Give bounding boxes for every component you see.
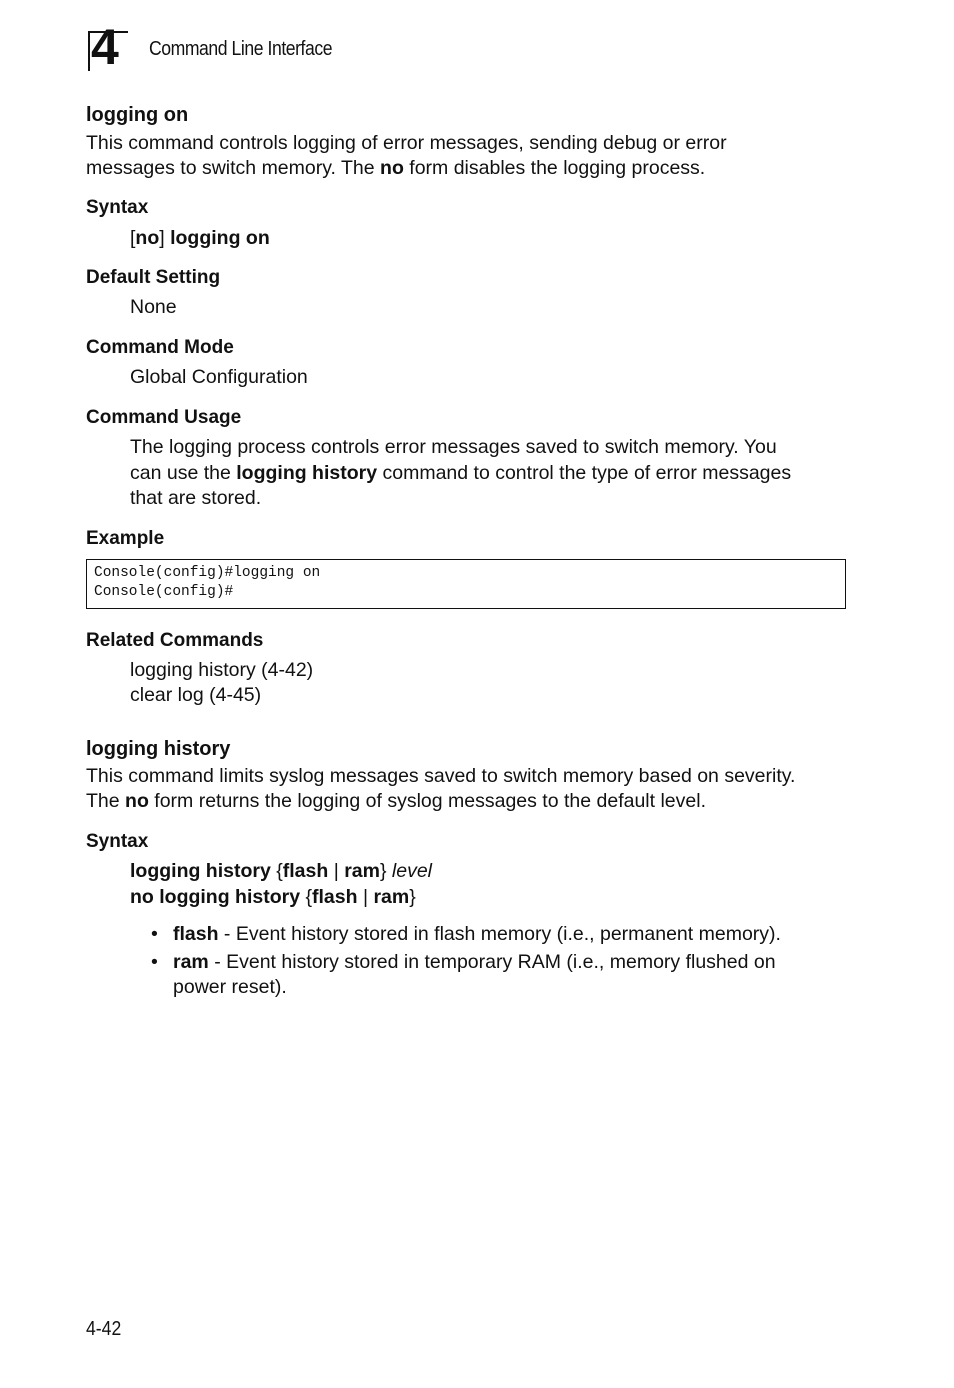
logging-history-description-line2: The no form returns the logging of syslog messages to the default level. bbox=[86, 790, 706, 812]
logging-history-syntax-line1: logging history {flash | ram} level bbox=[130, 860, 433, 882]
syntax-heading: Syntax bbox=[86, 831, 149, 852]
command-mode-value: Global Configuration bbox=[130, 366, 308, 388]
section-title-logging-on: logging on bbox=[86, 104, 189, 126]
running-header: Command Line Interface bbox=[149, 38, 333, 60]
logging-on-description-line1: This command controls logging of error messages, sending debug or error bbox=[86, 132, 727, 154]
bullet-marker: • bbox=[151, 923, 158, 945]
section-title-logging-history: logging history bbox=[86, 738, 231, 760]
chapter-number: 4 bbox=[91, 19, 119, 75]
related-command-item: logging history (4-42) bbox=[130, 659, 314, 681]
syntax-heading: Syntax bbox=[86, 197, 149, 218]
command-usage-heading: Command Usage bbox=[86, 407, 242, 428]
parameter-flash-description: flash - Event history stored in flash memory (i.e., permanent memory). bbox=[173, 923, 781, 945]
default-setting-heading: Default Setting bbox=[86, 267, 221, 288]
command-usage-line3: that are stored. bbox=[130, 487, 262, 509]
example-heading: Example bbox=[86, 528, 165, 549]
page-number: 4-42 bbox=[86, 1318, 122, 1340]
logging-on-description-line2: messages to switch memory. The no form disables the logging process. bbox=[86, 157, 706, 179]
parameter-ram-description-line2: power reset). bbox=[173, 976, 287, 998]
command-mode-heading: Command Mode bbox=[86, 337, 234, 358]
parameter-ram-description: ram - Event history stored in temporary RAM (i.e., memory flushed on bbox=[173, 951, 776, 973]
example-code-line: Console(config)#logging on bbox=[94, 565, 321, 581]
logging-on-syntax: [no] logging on bbox=[130, 227, 270, 249]
bullet-marker: • bbox=[151, 951, 158, 973]
default-setting-value: None bbox=[130, 296, 177, 318]
example-code-line: Console(config)# bbox=[94, 584, 234, 600]
logging-history-syntax-line2: no logging history {flash | ram} bbox=[130, 886, 416, 908]
related-command-item: clear log (4-45) bbox=[130, 684, 262, 706]
command-usage-line2: can use the logging history command to control the type of error messages bbox=[130, 462, 792, 484]
logging-history-description-line1: This command limits syslog messages saved to switch memory based on severity. bbox=[86, 765, 796, 787]
command-usage-line1: The logging process controls error messages saved to switch memory. You bbox=[130, 436, 777, 458]
related-commands-heading: Related Commands bbox=[86, 630, 264, 651]
